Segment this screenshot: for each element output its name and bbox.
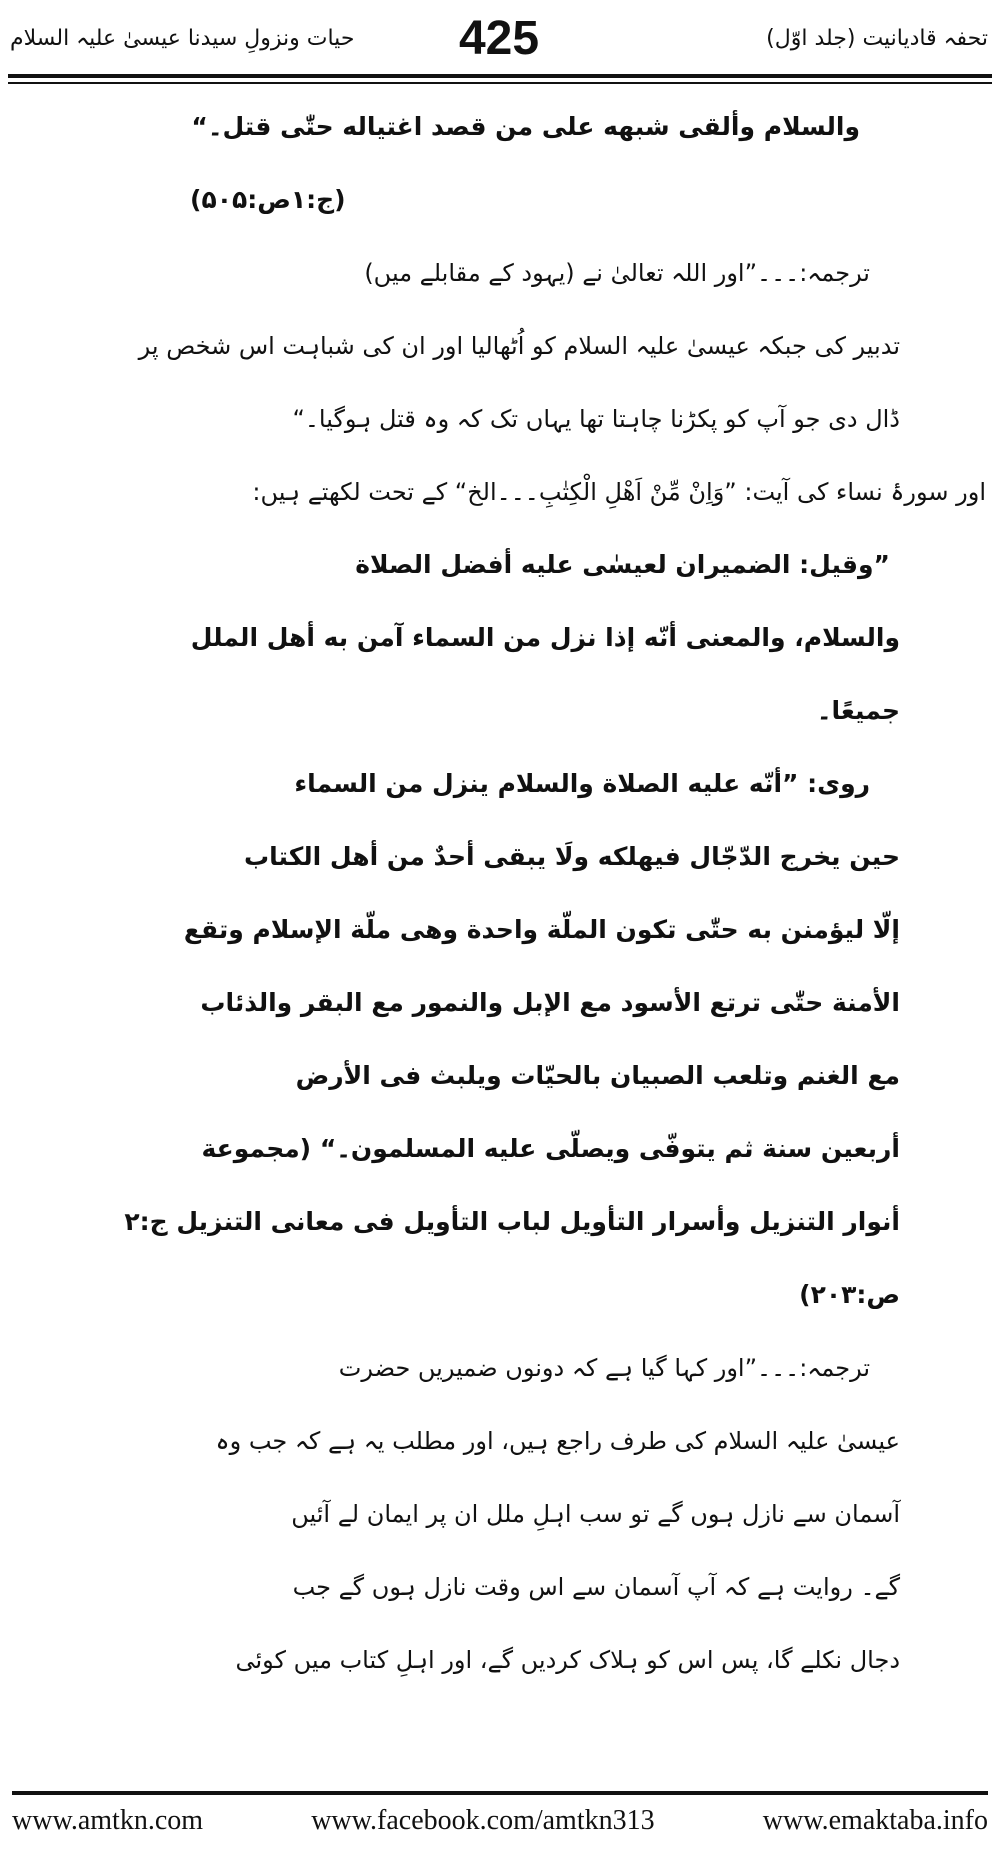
section-title: حیات ونزولِ سیدنا عیسیٰ علیہ السلام	[10, 25, 355, 51]
translation-line: تدبیر کی جبکہ عیسیٰ علیہ السلام کو اُٹھالیا اور ان کی شباہت اس شخص پر	[138, 332, 900, 360]
footer-rule	[12, 1791, 988, 1795]
page-body	[110, 95, 986, 1701]
translation-line: عیسیٰ علیہ السلام کی طرف راجع ہیں، اور مطلب یہ ہے کہ جب وہ	[215, 1427, 900, 1455]
translation-line: دجال نکلے گا، پس اس کو ہلاک کردیں گے، اور اہلِ کتاب میں کوئی	[235, 1646, 900, 1674]
footer-link-amtkn[interactable]: www.amtkn.com	[12, 1805, 204, 1836]
header-rule-thick	[8, 74, 992, 78]
arabic-quote-line: إلّا ليؤمنن به حتّٰى تكون الملّة واحدة وهى ملّة الإسلام وتقع	[183, 915, 900, 944]
page-header	[10, 8, 988, 68]
translation-line: آسمان سے نازل ہوں گے تو سب اہلِ ملل ان پر ایمان لے آئیں	[291, 1500, 900, 1528]
arabic-quote-line: والسلام، والمعنى أنّه إذا نزل من السماء آمن به أهل الملل	[190, 623, 900, 652]
translation-line: ترجمہ:۔۔۔”اور کہا گیا ہے کہ دونوں ضمیریں حضرت	[338, 1354, 870, 1382]
intro-line: اور سورۂ نساء کی آیت: ”وَاِنْ مِّنْ اَهْلِ الْكِتٰبِ۔۔۔الخ“ کے تحت لکھتے ہیں:	[252, 478, 986, 506]
arabic-quote-line: مع الغنم وتلعب الصبيان بالحيّات ويلبث فى الأرض	[295, 1061, 900, 1090]
arabic-quote-line: الأمنة حتّٰى ترتع الأسود مع الإبل والنمور مع البقر والذئاب	[200, 988, 900, 1017]
reference-citation: (ج:۱ص:۵۰۵)	[190, 185, 346, 214]
page-number: 425	[458, 11, 540, 65]
arabic-quote-line: والسلام وألقى شبهه على من قصد اغتياله حتّٰى قتل۔“	[191, 112, 860, 141]
arabic-quote-line: جميعًا۔	[816, 696, 900, 725]
translation-line: ترجمہ:۔۔۔”اور اللہ تعالیٰ نے (یہود کے مقابلے میں)	[364, 259, 870, 287]
translation-line: گے۔ روایت ہے کہ آپ آسمان سے اس وقت نازل ہوں گے جب	[292, 1573, 900, 1601]
book-title: تحفہ قادیانیت (جلد اوّل)	[766, 25, 988, 51]
reference-citation: أنوار التنزيل وأسرار التأويل لباب التأويل فى معانى التنزيل ج:۲	[124, 1207, 900, 1236]
reference-citation: ص:۲۰۳)	[799, 1280, 900, 1309]
arabic-quote-line: أربعين سنة ثم يتوفّى ويصلّى عليه المسلمون۔“ (مجموعة	[201, 1134, 900, 1163]
arabic-quote-line: روى: ”أنّه عليه الصلاة والسلام ينزل من السماء	[294, 769, 870, 798]
footer-link-facebook[interactable]: www.facebook.com/amtkn313	[311, 1805, 655, 1836]
page-footer	[12, 1805, 988, 1837]
footer-link-emaktaba[interactable]: www.emaktaba.info	[762, 1805, 988, 1836]
header-rule-thin	[8, 82, 992, 84]
arabic-quote-line: ”وقيل: الضميران لعيسٰى عليه أفضل الصلاة	[355, 550, 890, 579]
arabic-quote-line: حين يخرج الدّجّال فيهلكه ولَا يبقى أحدٌ من أهل الكتاب	[244, 842, 900, 871]
translation-line: ڈال دی جو آپ کو پکڑنا چاہتا تھا یہاں تک کہ وہ قتل ہوگیا۔“	[292, 405, 900, 433]
